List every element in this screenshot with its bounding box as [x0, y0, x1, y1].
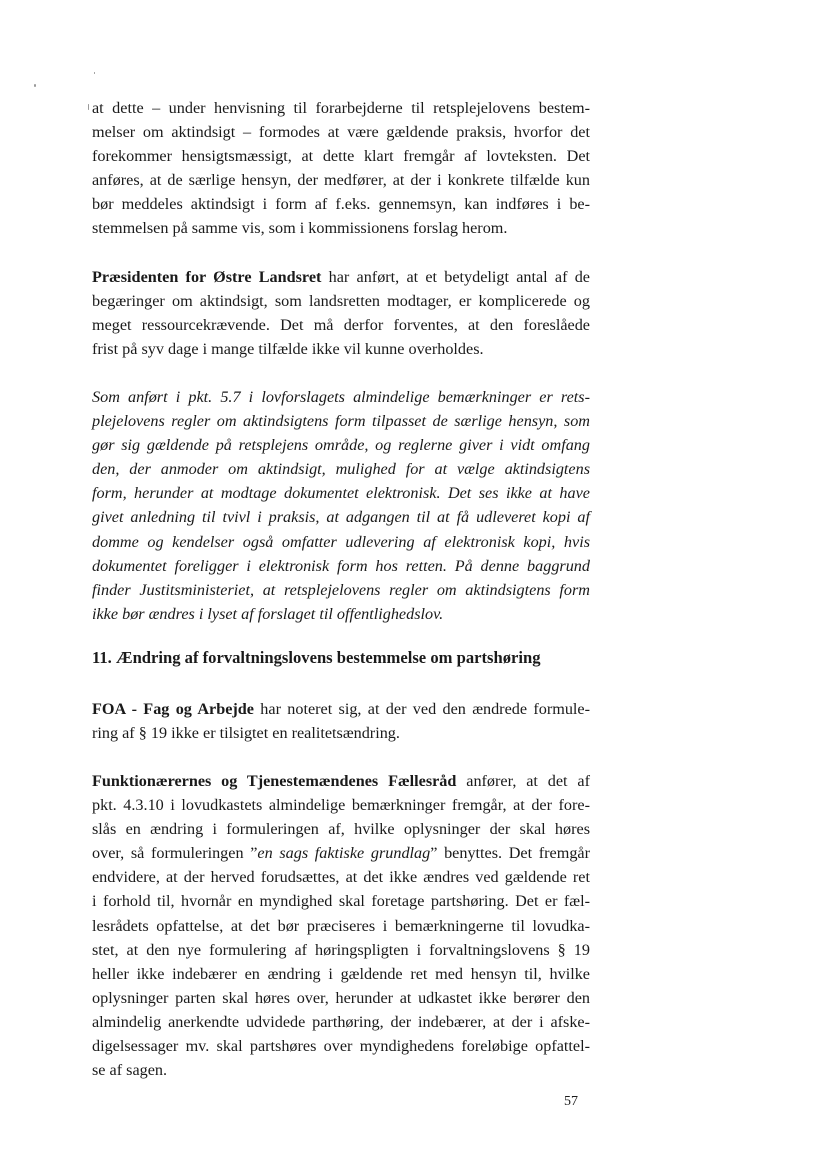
- text-line: se af sagen.: [92, 1061, 168, 1080]
- text-line: bør meddeles aktindsigt i form af f.eks. gennemsyn, kan indføres i be-: [92, 195, 590, 214]
- text-line: melser om aktindsigt – formodes at være gældende praksis, hvorfor det: [92, 123, 590, 142]
- paragraph-oestre-landsret: [92, 265, 590, 361]
- scan-speck: [88, 104, 89, 110]
- text-line: givet anledning til tvivl i praksis, at adgangen til at få udleveret kopi af: [92, 508, 590, 527]
- text-line: plejelovens regler om aktindsigtens form tilpasset de særlige hensyn, som: [92, 412, 590, 431]
- quoted-term: en sags faktiske grundlag: [257, 844, 431, 863]
- paragraph-foa: [92, 697, 590, 745]
- text-line: [92, 841, 590, 865]
- text-fragment: har noteret sig, at der ved den ændrede formule-: [253, 700, 590, 718]
- paragraph-faellesraad: [92, 769, 590, 1082]
- text-line: lesrådets opfattelse, at det bør præciseres i bemærkningerne til lovudka-: [92, 916, 590, 935]
- text-line: [92, 265, 590, 289]
- text-line: digelsessager mv. skal partshøres over myndighedens foreløbige opfattel-: [92, 1037, 590, 1056]
- text-line: heller ikke indebærer en ændring i gældende ret med hensyn til, hvilke: [92, 964, 590, 983]
- text-fragment: ” benyttes. Det fremgår: [430, 844, 590, 863]
- text-line: [92, 769, 590, 793]
- text-line: gør sig gældende på retsplejens område, og reglerne giver i vidt omfang: [92, 436, 590, 455]
- text-fragment: over, så formuleringen ”: [92, 844, 258, 863]
- scan-speck: [94, 72, 95, 74]
- text-line: anføres, at de særlige hensyn, der medfører, at der i konkrete tilfælde kun: [92, 171, 590, 190]
- text-line: ikke bør ændres i lyset af forslaget til offentlighedslov.: [92, 604, 444, 623]
- organization-name: Funktionærernes og Tjenestemændenes Fællesråd: [92, 772, 457, 790]
- text-fragment: anfører, at det af: [456, 772, 590, 790]
- text-line: stemmelsen på samme vis, som i kommissionens forslag herom.: [92, 219, 508, 238]
- text-line: endvidere, at der herved forudsættes, at det ikke ændres ved gældende ret: [92, 868, 590, 887]
- text-line: at dette – under henvisning til forarbejderne til retsplejelovens bestem-: [92, 99, 590, 117]
- text-line: dokumentet foreligger i elektronisk form hos retten. På denne baggrund: [92, 556, 590, 575]
- text-fragment: har anført, at et betydeligt antal af de: [321, 268, 590, 286]
- text-line: begæringer om aktindsigt, som landsretten modtager, er komplicerede og: [92, 292, 590, 311]
- text-line: frist på syv dage i mange tilfælde ikke vil kunne overholdes.: [92, 340, 484, 359]
- text-line: almindelig anerkendte udvidede parthøring, der indebærer, at der i afske-: [92, 1012, 590, 1031]
- scan-speck: [34, 84, 36, 87]
- organization-name: Præsidenten for Østre Landsret: [92, 268, 322, 286]
- text-line: form, herunder at modtage dokumentet elektronisk. Det ses ikke at have: [92, 484, 590, 503]
- paragraph-retsplejelov: [92, 96, 590, 241]
- text-line: ring af § 19 ikke er tilsigtet en realitetsændring.: [92, 724, 400, 743]
- text-line: meget ressourcekrævende. Det må derfor forventes, at den foreslåede: [92, 316, 590, 335]
- text-line: i forhold til, hvornår en myndighed skal foretage partshøring. Det er fæl-: [92, 892, 590, 911]
- text-line: den, der anmoder om aktindsigt, mulighed for at vælge aktindsigtens: [92, 460, 590, 479]
- text-line: Som anført i pkt. 5.7 i lovforslagets almindelige bemærkninger er rets-: [92, 388, 590, 406]
- text-line: forekommer hensigtsmæssigt, at dette klart fremgår af lovteksten. Det: [92, 147, 590, 166]
- paragraph-ministry-response: [92, 385, 590, 626]
- text-line: oplysninger parten skal høres over, herunder at udkastet ikke berører den: [92, 988, 590, 1007]
- text-line: [92, 697, 590, 721]
- text-line: pkt. 4.3.10 i lovudkastets almindelige bemærkninger fremgår, at der fore-: [92, 796, 590, 815]
- section-heading: 11. Ændring af forvaltningslovens bestemmelse om partshøring: [92, 648, 541, 667]
- page-number: 57: [564, 1094, 578, 1109]
- text-line: finder Justitsministeriet, at retsplejelovens regler om aktindsigtens form: [92, 580, 590, 599]
- text-line: domme og kendelser også omfatter udlevering af elektronisk kopi, hvis: [92, 532, 590, 551]
- organization-name: FOA - Fag og Arbejde: [92, 700, 254, 718]
- text-line: slås en ændring i formuleringen af, hvilke oplysninger der skal høres: [92, 820, 590, 839]
- text-line: stet, at den nye formulering af høringspligten i forvaltningslovens § 19: [92, 940, 590, 959]
